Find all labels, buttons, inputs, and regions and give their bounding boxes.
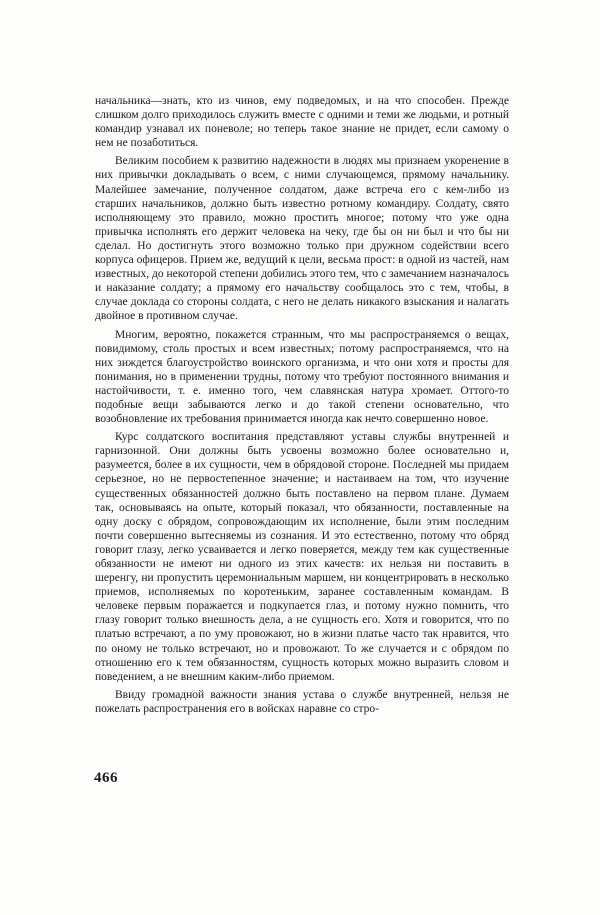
paragraph-regulations: Курс солдатского воспитания представляют уставы службы внутренней и гарнизонной. Они должны быть усвоены возможно более основательно и, разумеется, более в их сущности, чем в обрядовой стороне. Последней мы придаем серьезное, но не первостепенное значение; и настаиваем на том, что изучение существенных обязанностей должно быть поставлено на первом плане. Думаем так, основываясь на опыте, который показал, что обязанности, поставленные на одну доску с обрядом, сопровождающим их исполнение, были этим последним почти совершенно вытесняемы из сознания. И это естественно, потому что обряд говорит глазу, легко усваивается и легко поверяется, между тем как существенные обязанности не имеют ни одного из этих качеств: их нельзя ни поставить в шеренгу, ни пропустить церемониальным маршем, ни концентрировать в несколько приемов, исполняемых по коротеньким, заранее составленным командам. В человеке первым поражается и подкупается глаз, и потому нужно помнить, что глазу говорит только внешность дела, а не сущность его. Хотя и говорится, что по платью встречают, а по уму провожают, но в жизни платье часто так нравится, что по оному не только встречают, но и провожают. То же случается и с обрядом по отношению его к тем обязанностям, сущность которых можно выразить словом и поведением, а не внешним каким-либо приемом. — [95, 431, 509, 683]
paragraph-continued: начальника—знать, кто из чинов, ему подведомых, и на что способен. Прежде слишком долго приходилось служить вместе с одними и теми же людьми, и ротный командир узнавал их поневоле; но теперь такое знание не придет, если самому о нем не позаботиться. — [95, 95, 509, 150]
paragraph-reporting-habit: Великим пособием к развитию надежности в людях мы признаем укоренение в них привычки докладывать о всем, с ними случающемся, прямому начальнику. Малейшее замечание, полученное солдатом, даже встреча его с кем-либо из старших начальников, должно быть известно ротному командиру. Солдату, свято исполняющему это правило, можно простить многое; потому что уже одна привычка исполнять его держит человека на чеку, где бы он ни был и что бы ни сделал. Но достигнуть этого возможно только при дружном содействии всего корпуса офицеров. Прием же, ведущий к цели, весьма прост: в одной из частей, нам известных, до некоторой степени добились этого тем, что с замечанием назначалось и наказание солдату; а прямому его начальству сообщалось это с тем, чтобы, в случае доклада со стороны солдата, с него не делать никакого взыскания и налагать двойное в противном случае. — [95, 155, 509, 323]
page-number: 466 — [94, 770, 118, 786]
paragraph-internal-service: Ввиду громадной важности знания устава о службе внутренней, нельзя не пожелать распространения его в войсках наравне со стро- — [95, 688, 509, 715]
paragraph-simple-things: Многим, вероятно, покажется странным, что мы распространяемся о вещах, повидимому, столь простых и всем известных; потому распространяемся, что на них зиждется благоустройство воинского организма, и что они хотя и просты для понимания, но в применении трудны, потому что требуют постоянного внимания и настойчивости, т. е. именно того, чем славянская натура хромает. Оттого-то подобные вещи забываются легко и до такой степени основательно, что возобновление их требования принимается иногда как нечто совершенно новое. — [95, 328, 509, 426]
body-text — [95, 94, 509, 716]
